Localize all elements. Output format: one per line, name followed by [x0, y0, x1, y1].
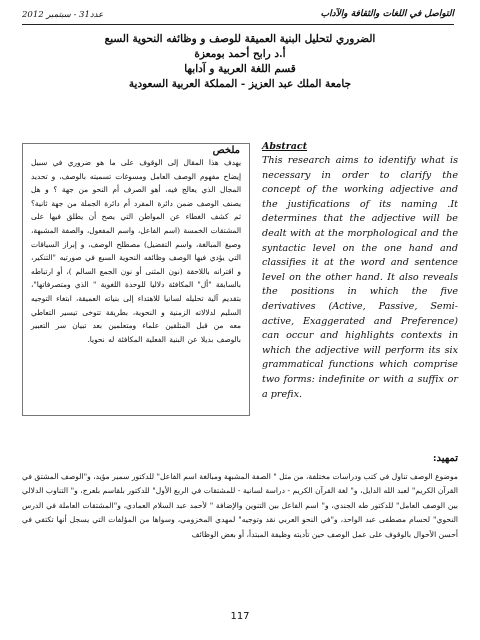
- title-block: [22, 32, 458, 92]
- issue-date: عدد31 - سبتمبر 2012: [22, 10, 104, 20]
- arabic-abstract-text: يهدف هذا المقال إلى الوقوف على ما هو ضروري في سبيل إيضاح مفهوم الوصف العامل ومسوغات تسميته بالوصف، و تحديد المجال الذي يعالج فيه، أهو الصرف أم النحو من جهة ؟ و هل يصنف الوصف ضمن دائرة المفرد أم دائرة الجملة من جهة ثانية؟ ثم كشف الغطاء عن المواطن التي يصح أن يطلق فيها على المشتقات الخمسة (اسم الفاعل، واسم المفعول، والصفة المشبهة، وصيغ المبالغة، واسم التفضيل) مصطلح الوصف، و إبراز السياقات التي يؤدي فيها الوصف وظائفه النحوية السبع في صورتيه "التنكير، و اقترانه باللاحقة (نون المثنى أو نون الجمع السالم )، أو ارتباطه بالسابقة "أل" المكافئة دلاليا للوحدة اللغوية " الذي ومتصرفاتها"، بتقديم آلية تحليله لسانيا للاهتداء إلى بنياته العميقة، ابتغاء التوجيه السليم لدلالاته الزمنية و النحوية، بطريقة تتوخى تيسير التعاطي معه من قبل المتلقين علماء ومتعلمين بعد تبيان سر التعبير بالوصف بديلا عن البنية الفعلية المكافئة له نحويا.: [31, 158, 241, 344]
- english-abstract-label: Abstract: [262, 141, 308, 152]
- introduction-text: موضوع الوصف تناول في كتب ودراسات مختلفة، من مثل " الصفة المشبهة ومبالغة اسم الفاعل" للدكتور سمير مؤيد، و"الوصف المشتق في القرآن الكريم" لعبد الله الدايل، و" لغة القرآن الكريم - دراسة لسانية - للمشتقات في الربع الأول" للدكتور بلقاسم بلعرج، و" التناوب الدلالي بين الوصف العامل" للدكتور طه الجندي، و" اسم الفاعل بين التنوين والإضافة " لأحمد عبد السلام العمادي، و"المشتقات العاملة في الدرس النحوي" لحسام مصطفى عبد الواحد، و"في النحو العربي نقد وتوجيه" لمهدي المخزومي، وسواها من المؤلفات التي يسجل أنها تكتفي في أحسن الأحوال بالوقوف على عمل الوصف حين تأديته وظيفة المبتدأ، أو بعض الوظائف: [21, 472, 458, 539]
- arabic-abstract-label: ملخص: [210, 145, 243, 156]
- paper-title: الضروري لتحليل البنية العميقة للوصف و وظائفه النحوية السبع: [104, 33, 376, 45]
- page-number: 117: [230, 611, 250, 622]
- english-abstract-text: This research aims to identify what is necessary in order to clarify the concept of the working adjective and the justifications of its naming .It determines that the adjective will be dealt with at the morphological and the syntactic level on the one hand and classifies it at the word and sentence level on the other hand. It also reveals the positions in which the five derivatives (Active, Passive, Semi-active, Exaggerated and Preference) can occur and highlights contexts in which the adjective will perform its six grammatical functions which comprise two forms: indefinite or with a suffix or a prefix.: [262, 155, 458, 400]
- author-name: أ.د رابح أحمد بومعزة: [194, 48, 286, 60]
- arabic-abstract-box: [22, 143, 250, 416]
- journal-name: التواصل في اللغات والثقافة والآداب: [320, 9, 454, 19]
- introduction-heading: تمهيد:: [432, 453, 458, 464]
- english-abstract: [262, 141, 458, 402]
- department: قسم اللغة العربية و آدابها: [184, 63, 296, 75]
- introduction-section: [22, 452, 458, 542]
- running-header: [22, 8, 454, 25]
- university: جامعة الملك عبد العزيز - المملكة العربية السعودية: [128, 78, 352, 90]
